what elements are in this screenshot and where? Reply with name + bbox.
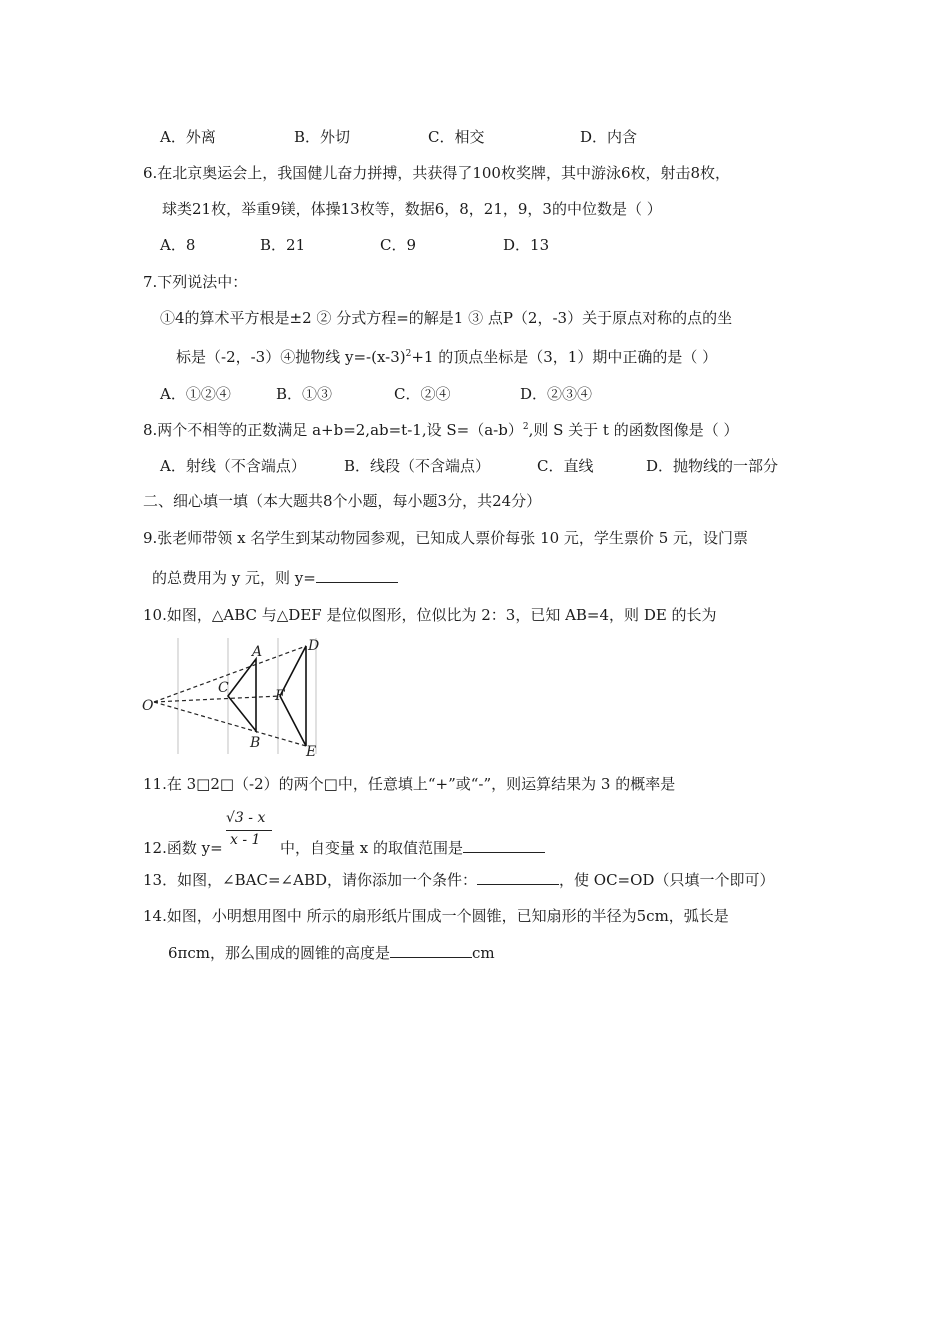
q13-pre: 13．如图，∠BAC=∠ABD，请你添加一个条件： bbox=[143, 871, 478, 889]
q7-option-a: A．①②④ bbox=[160, 385, 231, 403]
q8-option-d: D．抛物线的一部分 bbox=[646, 457, 779, 475]
label-a: A bbox=[252, 644, 263, 660]
q14-answer-blank[interactable] bbox=[390, 943, 472, 958]
q12-pre: 12.函数 y= bbox=[143, 839, 223, 857]
q7-title: 7.下列说法中： bbox=[143, 273, 248, 291]
q11-line1: 11.在 3□2□（-2）的两个□中，任意填上“+”或“-”，则运算结果为 3 的概率是 bbox=[143, 775, 676, 793]
q7-option-c: C．②④ bbox=[394, 385, 451, 403]
q10-line1: 10.如图，△ABC 与△DEF 是位似图形，位似比为 2：3，已知 AB=4，则 DE 的长为 bbox=[143, 606, 717, 624]
q9-line2 bbox=[152, 568, 398, 588]
homothety-figure bbox=[138, 636, 338, 758]
section2-heading: 二、细心填一填（本大题共8个小题，每小题3分，共24分） bbox=[143, 492, 542, 510]
q12-fraction bbox=[226, 810, 276, 854]
q9-answer-blank[interactable] bbox=[316, 568, 398, 583]
ray-o-to-e bbox=[154, 702, 306, 746]
q7-option-d: D．②③④ bbox=[520, 385, 593, 403]
q7-option-b: B．①③ bbox=[276, 385, 333, 403]
q12-post-line bbox=[280, 838, 545, 858]
q8-option-b: B．线段（不含端点） bbox=[344, 457, 491, 475]
q12-post: 中，自变量 x 的取值范围是 bbox=[280, 839, 463, 857]
q13-post: ，使 OC=OD（只填一个即可） bbox=[559, 871, 775, 889]
q12-numerator: √3 - x bbox=[226, 810, 266, 826]
q8-line1 bbox=[143, 420, 738, 440]
q8-line1-pre: 8.两个不相等的正数满足 a+b=2,ab=t-1,设 S=（a-b） bbox=[143, 421, 523, 439]
q5-option-c: C．相交 bbox=[428, 128, 485, 146]
q12-fraction-bar bbox=[226, 830, 272, 831]
q12-denominator: x - 1 bbox=[230, 832, 261, 848]
q6-line1: 6.在北京奥运会上，我国健儿奋力拼搏，共获得了100枚奖牌，其中游泳6枚，射击8枚， bbox=[143, 164, 731, 182]
q14-line2 bbox=[168, 943, 495, 963]
q7-line2-pre: 标是（-2，-3）④抛物线 y=-(x-3) bbox=[176, 348, 406, 366]
q13-line1 bbox=[143, 870, 774, 890]
q6-option-d: D．13 bbox=[503, 236, 550, 254]
q9-line2-text: 的总费用为 y 元，则 y= bbox=[152, 569, 316, 587]
q14-line2-pre: 6πcm，那么围成的圆锥的高度是 bbox=[168, 944, 391, 962]
q14-line2-post: cm bbox=[472, 944, 495, 962]
q8-option-c: C．直线 bbox=[537, 457, 594, 475]
q7-line2 bbox=[176, 347, 717, 367]
label-d: D bbox=[308, 638, 320, 654]
label-f: F bbox=[275, 688, 285, 704]
label-c: C bbox=[218, 680, 229, 696]
q6-option-a: A．8 bbox=[160, 236, 196, 254]
q7-line1: ①4的算术平方根是±2 ② 分式方程=的解是1 ③ 点P（2，-3）关于原点对称的点的坐 bbox=[160, 309, 733, 327]
q6-line2: 球类21枚，举重9镁，体操13枚等，数据6，8，21，9，3的中位数是（ ） bbox=[162, 200, 662, 218]
q5-option-a: A．外离 bbox=[160, 128, 216, 146]
q13-answer-blank[interactable] bbox=[477, 870, 559, 885]
label-b: B bbox=[250, 735, 261, 751]
q6-option-c: C．9 bbox=[380, 236, 417, 254]
q8-line1-sup: 2 bbox=[522, 422, 529, 432]
q7-line2-sup: 2 bbox=[405, 349, 412, 359]
label-o: O bbox=[142, 698, 154, 714]
q14-line1: 14.如图，小明想用图中 所示的扇形纸片围成一个圆锥，已知扇形的半径为5cm，弧长是 bbox=[143, 907, 729, 925]
q5-option-d: D．内含 bbox=[580, 128, 638, 146]
figure-faint-grid bbox=[178, 638, 316, 754]
label-e: E bbox=[306, 744, 317, 758]
q8-option-a: A．射线（不含端点） bbox=[160, 457, 306, 475]
q8-line1-post: ,则 S 关于 t 的函数图像是（ ） bbox=[528, 421, 739, 439]
q12-answer-blank[interactable] bbox=[463, 838, 545, 853]
q7-line2-post: +1 的顶点坐标是（3，1）期中正确的是（ ） bbox=[411, 348, 718, 366]
q6-option-b: B．21 bbox=[260, 236, 306, 254]
q5-option-b: B．外切 bbox=[294, 128, 351, 146]
ray-o-to-f bbox=[154, 696, 280, 702]
q9-line1: 9.张老师带领 x 名学生到某动物园参观，已知成人票价每张 10 元，学生票价 5 元，设门票 bbox=[143, 529, 749, 547]
